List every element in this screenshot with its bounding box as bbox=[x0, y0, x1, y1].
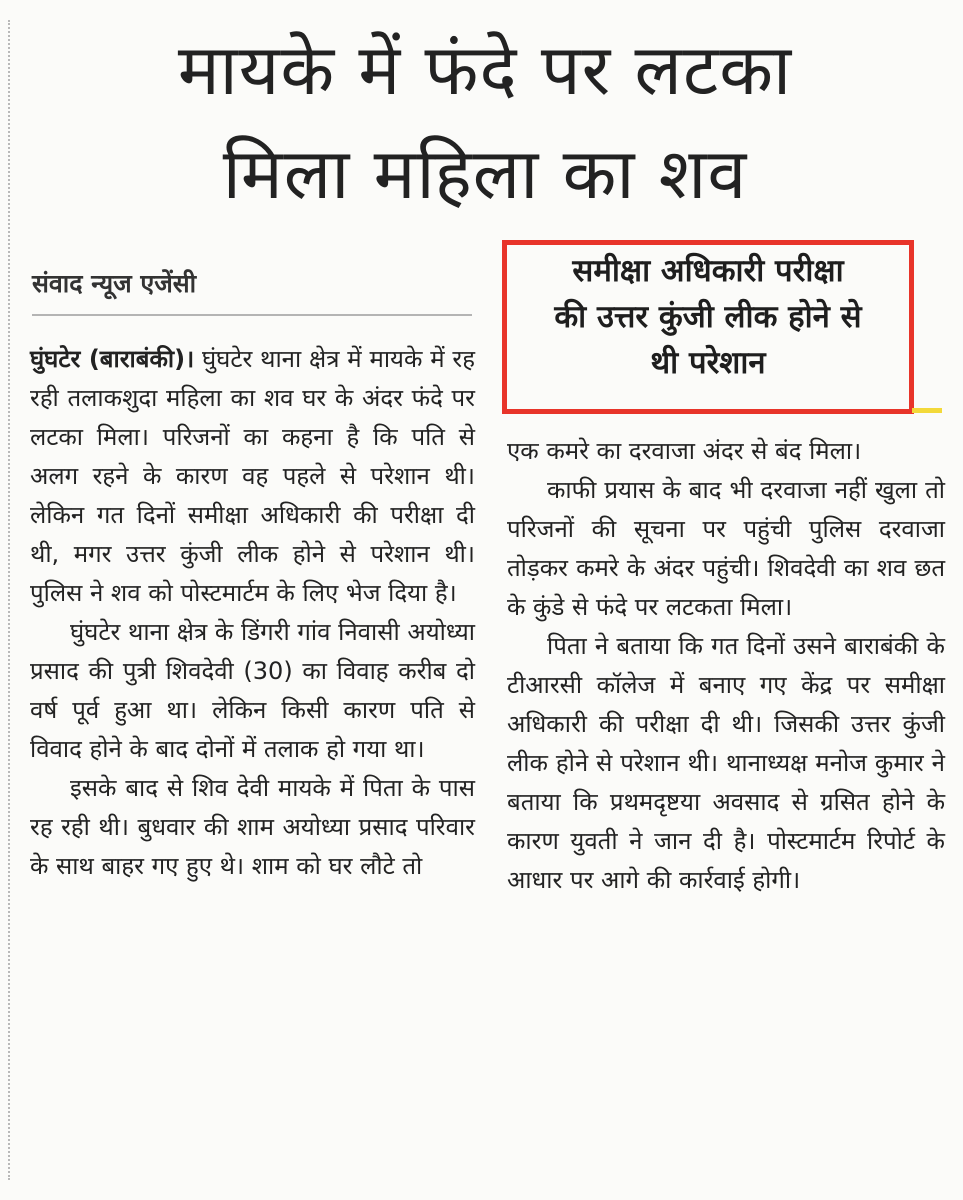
paragraph: काफी प्रयास के बाद भी दरवाजा नहीं खुला तो परिजनों की सूचना पर पहुंची पुलिस दरवाजा तोड़कर कमरे के अंदर पहुंची। शिवदेवी का शव छत के कुंडे से फंदे पर लटकता मिला। bbox=[507, 476, 945, 621]
headline bbox=[30, 18, 940, 226]
paragraph: पिता ने बताया कि गत दिनों उसने बाराबंकी के टीआरसी कॉलेज में बनाए गए केंद्र पर समीक्षा अधिकारी की परीक्षा दी थी। जिसकी उत्तर कुंजी लीक होने से परेशान थी। थानाध्यक्ष मनोज कुमार ने बताया कि प्रथमदृष्टया अवसाद से ग्रसित होने के कारण युवती ने जान दी है। पोस्टमार्टम रिपोर्ट के आधार पर आगे की कार्रवाई होगी। bbox=[507, 632, 945, 894]
lead-text: घुंघटेर थाना क्षेत्र में मायके में रह रही तलाकशुदा महिला का शव घर के अंदर फंदे पर लटका मिला। परिजनों का कहना है कि पति से अलग रहने के कारण वह पहले से परेशान थी। लेकिन गत दिनों समीक्षा अधिकारी की परीक्षा दी थी, मगर उत्तर कुंजी लीक होने से परेशान थी। पुलिस ने शव को पोस्टमार्टम के लिए भेज दिया है। bbox=[30, 345, 475, 607]
byline: संवाद न्यूज एजेंसी bbox=[32, 269, 197, 298]
article-right-column bbox=[507, 432, 945, 900]
article-left-column bbox=[30, 340, 475, 886]
paragraph: घुंघटेर थाना क्षेत्र के डिंगरी गांव निवासी अयोध्या प्रसाद की पुत्री शिवदेवी (30) का विवाह करीब दो वर्ष पूर्व हुआ था। लेकिन किसी कारण पति से विवाद होने के बाद दोनों में तलाक हो गया था। bbox=[30, 618, 475, 763]
headline-line-2: मिला महिला का शव bbox=[222, 133, 748, 215]
subheadline-line-1: समीक्षा अधिकारी परीक्षा bbox=[572, 253, 844, 289]
subheadline-line-3: थी परेशान bbox=[650, 345, 766, 381]
byline-divider bbox=[32, 314, 472, 316]
paragraph-lead bbox=[30, 340, 475, 613]
paragraph: इसके बाद से शिव देवी मायके में पिता के पास रह रही थी। बुधवार की शाम अयोध्या प्रसाद परिवार के साथ बाहर गए हुए थे। शाम को घर लौटे तो bbox=[30, 774, 475, 880]
dateline: घुंघटेर (बाराबंकी)। bbox=[30, 345, 195, 373]
subheadline-line-2: की उत्तर कुंजी लीक होने से bbox=[554, 299, 862, 335]
paragraph: एक कमरे का दरवाजा अंदर से बंद मिला। bbox=[507, 437, 862, 465]
yellow-highlight-mark bbox=[912, 408, 942, 413]
column-dotted-rule bbox=[8, 20, 10, 1180]
subheadline bbox=[502, 248, 914, 386]
headline-line-1: मायके में फंदे पर लटका bbox=[177, 29, 793, 111]
